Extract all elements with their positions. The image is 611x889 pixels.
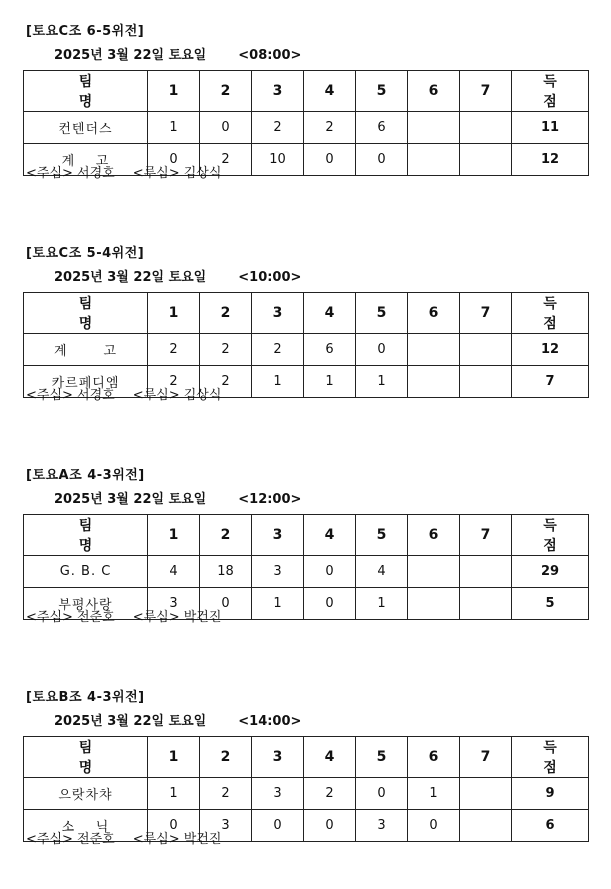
- inning-score: 1: [408, 778, 460, 810]
- inning-score: 2: [200, 334, 252, 366]
- inning-header: 1: [148, 737, 200, 778]
- game-date: 2025년 3월 22일 토요일: [54, 714, 207, 729]
- umpires-line: [26, 606, 221, 625]
- team-name-header: 팀 명: [24, 515, 148, 556]
- inning-score: 1: [252, 588, 304, 620]
- inning-score: [408, 588, 460, 620]
- inning-score: 4: [148, 556, 200, 588]
- inning-score: 0: [304, 588, 356, 620]
- inning-score: 0: [356, 334, 408, 366]
- game-date: 2025년 3월 22일 토요일: [54, 270, 207, 285]
- chief-umpire: <주심> 서경호: [26, 166, 115, 181]
- umpires-line: [26, 384, 221, 403]
- inning-header: 7: [460, 293, 512, 334]
- chief-umpire: <주심> 서경호: [26, 388, 115, 403]
- total-score: 11: [512, 112, 589, 144]
- inning-score: [460, 556, 512, 588]
- inning-score: 0: [252, 810, 304, 842]
- inning-score: 1: [148, 778, 200, 810]
- header-row: [24, 71, 589, 112]
- inning-score: [408, 556, 460, 588]
- inning-header: 2: [200, 71, 252, 112]
- inning-score: 2: [200, 778, 252, 810]
- inning-header: 2: [200, 293, 252, 334]
- team-name: 컨텐더스: [24, 112, 148, 144]
- inning-score: 2: [200, 366, 252, 398]
- inning-score: [408, 144, 460, 176]
- game-title: [토요B조 4-3위전]: [26, 690, 145, 705]
- inning-score: 1: [304, 366, 356, 398]
- total-score: 12: [512, 334, 589, 366]
- total-header: 득 점: [512, 293, 589, 334]
- inning-score: 2: [304, 112, 356, 144]
- game-date-line: [54, 488, 301, 507]
- total-header: 득 점: [512, 515, 589, 556]
- total-score: 7: [512, 366, 589, 398]
- game-title: [토요C조 6-5위전]: [26, 24, 145, 39]
- inning-score: 0: [356, 778, 408, 810]
- team-name: 으랏차챠: [24, 778, 148, 810]
- inning-score: [460, 366, 512, 398]
- inning-score: [408, 366, 460, 398]
- inning-header: 6: [408, 515, 460, 556]
- inning-score: 0: [408, 810, 460, 842]
- total-score: 9: [512, 778, 589, 810]
- inning-header: 3: [252, 515, 304, 556]
- inning-header: 6: [408, 71, 460, 112]
- inning-score: 3: [252, 556, 304, 588]
- total-score: 6: [512, 810, 589, 842]
- inning-score: 1: [356, 366, 408, 398]
- inning-header: 4: [304, 293, 356, 334]
- inning-score: 3: [148, 588, 200, 620]
- inning-score: 3: [200, 810, 252, 842]
- inning-header: 2: [200, 515, 252, 556]
- inning-score: 0: [304, 144, 356, 176]
- inning-header: 3: [252, 71, 304, 112]
- team-row: [24, 334, 589, 366]
- inning-header: 6: [408, 737, 460, 778]
- team-row: [24, 778, 589, 810]
- game-title: [토요A조 4-3위전]: [26, 468, 145, 483]
- score-table: [23, 514, 589, 620]
- inning-score: [460, 112, 512, 144]
- inning-header: 4: [304, 737, 356, 778]
- total-score: 5: [512, 588, 589, 620]
- inning-score: [460, 810, 512, 842]
- inning-score: 0: [356, 144, 408, 176]
- inning-score: 2: [148, 366, 200, 398]
- team-name: 카르페디엠: [24, 366, 148, 398]
- inning-score: [408, 334, 460, 366]
- inning-header: 4: [304, 515, 356, 556]
- game-date-line: [54, 44, 301, 63]
- team-row: [24, 556, 589, 588]
- inning-score: 0: [148, 144, 200, 176]
- inning-header: 7: [460, 737, 512, 778]
- inning-header: 3: [252, 293, 304, 334]
- team-row: [24, 112, 589, 144]
- base-umpire: <루심> 김상식: [132, 166, 222, 181]
- inning-score: 2: [200, 144, 252, 176]
- umpires-line: [26, 828, 221, 847]
- inning-score: [460, 144, 512, 176]
- inning-score: 2: [252, 112, 304, 144]
- team-name-header: 팀 명: [24, 737, 148, 778]
- inning-score: 10: [252, 144, 304, 176]
- inning-score: 0: [200, 588, 252, 620]
- inning-header: 5: [356, 71, 408, 112]
- inning-header: 7: [460, 71, 512, 112]
- inning-score: 0: [304, 556, 356, 588]
- game-time: <14:00>: [238, 714, 302, 729]
- inning-header: 7: [460, 515, 512, 556]
- inning-score: 6: [304, 334, 356, 366]
- header-row: [24, 515, 589, 556]
- game-time: <12:00>: [238, 492, 302, 507]
- header-row: [24, 737, 589, 778]
- team-name: 소 닉: [24, 810, 148, 842]
- inning-header: 1: [148, 293, 200, 334]
- base-umpire: <루심> 김상식: [132, 388, 222, 403]
- score-table: [23, 736, 589, 842]
- inning-header: 5: [356, 293, 408, 334]
- inning-score: [408, 112, 460, 144]
- game-date: 2025년 3월 22일 토요일: [54, 492, 207, 507]
- total-score: 12: [512, 144, 589, 176]
- inning-score: 2: [148, 334, 200, 366]
- inning-header: 6: [408, 293, 460, 334]
- inning-header: 4: [304, 71, 356, 112]
- game-title: [토요C조 5-4위전]: [26, 246, 145, 261]
- base-umpire: <루심> 박건진: [132, 832, 222, 847]
- inning-header: 5: [356, 737, 408, 778]
- inning-header: 5: [356, 515, 408, 556]
- inning-score: 0: [304, 810, 356, 842]
- total-header: 득 점: [512, 71, 589, 112]
- inning-score: 3: [356, 810, 408, 842]
- header-row: [24, 293, 589, 334]
- umpires-line: [26, 162, 221, 181]
- base-umpire: <루심> 박건진: [132, 610, 222, 625]
- team-name: 계 고: [24, 334, 148, 366]
- inning-score: 0: [148, 810, 200, 842]
- inning-score: 1: [356, 588, 408, 620]
- inning-score: 6: [356, 112, 408, 144]
- score-table: [23, 292, 589, 398]
- total-header: 득 점: [512, 737, 589, 778]
- game-time: <08:00>: [238, 48, 302, 63]
- team-name: 계 고: [24, 144, 148, 176]
- game-date-line: [54, 710, 301, 729]
- inning-score: 1: [252, 366, 304, 398]
- inning-score: [460, 778, 512, 810]
- inning-score: [460, 334, 512, 366]
- team-name-header: 팀 명: [24, 293, 148, 334]
- chief-umpire: <주심> 전준호: [26, 832, 115, 847]
- inning-score: 18: [200, 556, 252, 588]
- game-date-line: [54, 266, 301, 285]
- total-score: 29: [512, 556, 589, 588]
- inning-score: 2: [304, 778, 356, 810]
- inning-header: 2: [200, 737, 252, 778]
- team-name-header: 팀 명: [24, 71, 148, 112]
- game-date: 2025년 3월 22일 토요일: [54, 48, 207, 63]
- inning-score: 3: [252, 778, 304, 810]
- inning-score: 4: [356, 556, 408, 588]
- inning-header: 1: [148, 515, 200, 556]
- team-name: 부평사랑: [24, 588, 148, 620]
- inning-header: 1: [148, 71, 200, 112]
- team-name: G. B. C: [24, 556, 148, 588]
- chief-umpire: <주심> 전준호: [26, 610, 115, 625]
- score-table: [23, 70, 589, 176]
- inning-score: 0: [200, 112, 252, 144]
- inning-score: [460, 588, 512, 620]
- inning-score: 2: [252, 334, 304, 366]
- inning-score: 1: [148, 112, 200, 144]
- game-time: <10:00>: [238, 270, 302, 285]
- inning-header: 3: [252, 737, 304, 778]
